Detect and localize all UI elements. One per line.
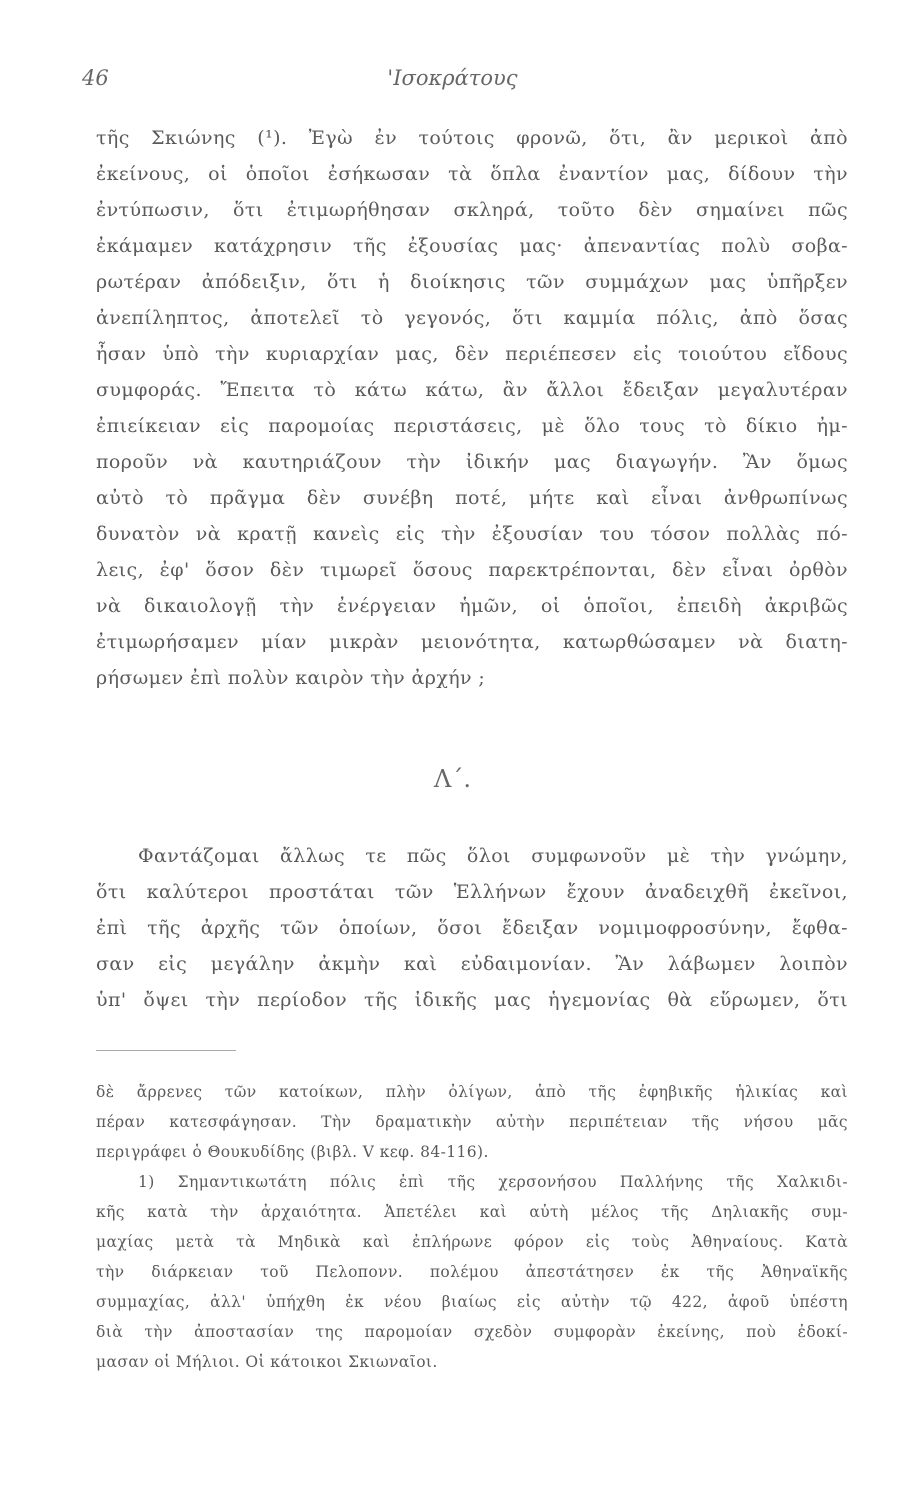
text-line: αὐτὸ τὸ πρᾶγμα δὲν συνέβη ποτέ, μήτε καὶ εἶναι ἀνθρωπίνως — [96, 487, 848, 509]
footnote-line: μασαν οἱ Μήλιοι. Οἱ κάτοικοι Σκιωναῖοι. — [96, 1353, 438, 1371]
footnote-line: περιγράφει ὁ Θουκυδίδης (βιβλ. V κεφ. 84-116). — [96, 1143, 489, 1161]
footnote-line: τὴν διάρκειαν τοῦ Πελοπονν. πολέμου ἀπεστάτησεν ἐκ τῆς Ἀθηναϊκῆς — [96, 1263, 848, 1281]
text-line: συμφοράς. Ἔπειτα τὸ κάτω κάτω, ἂν ἄλλοι ἔδειξαν μεγαλυτέραν — [96, 379, 848, 401]
page-number: 46 — [82, 66, 109, 90]
text-line: σαν εἰς μεγάλην ἀκμὴν καὶ εὐδαιμονίαν. Ἂν λάβωμεν λοιπὸν — [96, 953, 848, 975]
text-line: ἐντύπωσιν, ὅτι ἐτιμωρήθησαν σκληρά, τοῦτο δὲν σημαίνει πῶς — [96, 199, 848, 221]
text-line: νὰ δικαιολογῇ τὴν ἐνέργειαν ἡμῶν, οἱ ὁποῖοι, ἐπειδὴ ἀκριβῶς — [96, 595, 848, 617]
text-line: Φαντάζομαι ἄλλως τε πῶς ὅλοι συμφωνοῦν μὲ τὴν γνώμην, — [138, 845, 848, 867]
footnote-line: μαχίας μετὰ τὰ Μηδικὰ καὶ ἐπλήρωνε φόρον εἰς τοὺς Ἀθηναίους. Κατὰ — [96, 1233, 848, 1251]
footnote-line: διὰ τὴν ἀποστασίαν της παρομοίαν σχεδὸν συμφορὰν ἐκείνης, ποὺ ἐδοκί- — [96, 1323, 848, 1341]
text-line: τῆς Σκιώνης (¹). Ἐγὼ ἐν τούτοις φρονῶ, ὅτι, ἂν μερικοὶ ἀπὸ — [96, 127, 848, 149]
text-line: ὅτι καλύτεροι προστάται τῶν Ἑλλήνων ἔχουν ἀναδειχθῆ ἐκεῖνοι, — [96, 881, 848, 903]
text-line: ρωτέραν ἀπόδειξιν, ὅτι ἡ διοίκησις τῶν συμμάχων μας ὑπῆρξεν — [96, 271, 848, 293]
text-line: ρήσωμεν ἐπὶ πολὺν καιρὸν τὴν ἀρχήν ; — [96, 667, 486, 689]
footnote-rule — [96, 1050, 236, 1051]
text-line: δυνατὸν νὰ κρατῇ κανεὶς εἰς τὴν ἐξουσίαν του τόσον πολλὰς πό- — [96, 523, 848, 545]
running-title: 'Ισοκράτους — [387, 66, 518, 90]
section-heading: Λ΄. — [434, 765, 471, 793]
text-line: ἐπιείκειαν εἰς παρομοίας περιστάσεις, μὲ ὅλο τους τὸ δίκιο ἠμ- — [96, 415, 848, 437]
footnote-line: πέραν κατεσφάγησαν. Τὴν δραματικὴν αὐτὴν περιπέτειαν τῆς νήσου μᾶς — [96, 1113, 848, 1131]
text-line: ὑπ' ὄψει τὴν περίοδον τῆς ἰδικῆς μας ἡγεμονίας θὰ εὕρωμεν, ὅτι — [96, 989, 848, 1011]
text-line: ἦσαν ὑπὸ τὴν κυριαρχίαν μας, δὲν περιέπεσεν εἰς τοιούτου εἴδους — [96, 343, 848, 365]
footnote-line: συμμαχίας, ἀλλ' ὑπήχθη ἐκ νέου βιαίως εἰς αὐτὴν τῷ 422, ἀφοῦ ὑπέστη — [96, 1293, 848, 1311]
text-line: λεις, ἐφ' ὅσον δὲν τιμωρεῖ ὅσους παρεκτρέπονται, δὲν εἶναι ὀρθὸν — [96, 559, 848, 581]
footnote-line: δὲ ἄρρενες τῶν κατοίκων, πλὴν ὀλίγων, ἀπὸ τῆς ἐφηβικῆς ἡλικίας καὶ — [96, 1083, 848, 1101]
text-line: ἐτιμωρήσαμεν μίαν μικρὰν μειονότητα, κατωρθώσαμεν νὰ διατη- — [96, 631, 848, 653]
text-line: ποροῦν νὰ καυτηριάζουν τὴν ἰδικήν μας διαγωγήν. Ἂν ὅμως — [96, 451, 848, 473]
text-line: ἐκάμαμεν κατάχρησιν τῆς ἐξουσίας μας· ἀπεναντίας πολὺ σοβα- — [96, 235, 848, 257]
footnote-line: 1) Σημαντικωτάτη πόλις ἐπὶ τῆς χερσονήσου Παλλήνης τῆς Χαλκιδι- — [138, 1173, 848, 1191]
text-line: ἐπὶ τῆς ἀρχῆς τῶν ὁποίων, ὅσοι ἔδειξαν νομιμοφροσύνην, ἔφθα- — [96, 917, 848, 939]
text-line: ἐκείνους, οἱ ὁποῖοι ἐσήκωσαν τὰ ὅπλα ἐναντίον μας, δίδουν τὴν — [96, 163, 848, 185]
footnote-line: κῆς κατὰ τὴν ἀρχαιότητα. Ἀπετέλει καὶ αὐτὴ μέλος τῆς Δηλιακῆς συμ- — [96, 1203, 848, 1221]
text-line: ἀνεπίληπτος, ἀποτελεῖ τὸ γεγονός, ὅτι καμμία πόλις, ἀπὸ ὅσας — [96, 307, 848, 329]
